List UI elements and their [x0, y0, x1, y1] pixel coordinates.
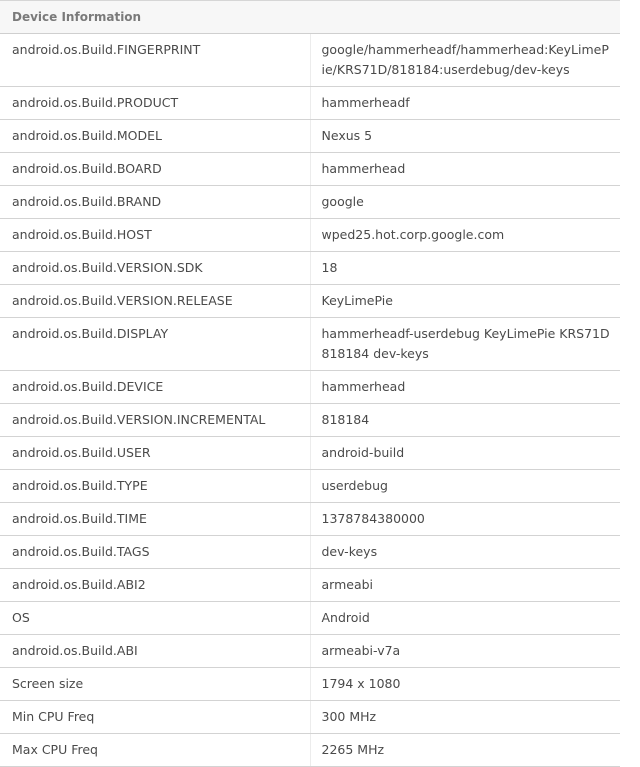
- table-row: [0, 569, 620, 602]
- row-value: 1378784380000: [310, 503, 620, 536]
- table-row: [0, 285, 620, 318]
- row-value: 1794 x 1080: [310, 668, 620, 701]
- row-value: userdebug: [310, 470, 620, 503]
- row-value: wped25.hot.corp.google.com: [310, 219, 620, 252]
- row-value: google: [310, 186, 620, 219]
- row-key: android.os.Build.VERSION.SDK: [0, 252, 310, 285]
- table-row: [0, 635, 620, 668]
- table-row: [0, 437, 620, 470]
- row-key: android.os.Build.TAGS: [0, 536, 310, 569]
- row-value: hammerhead: [310, 371, 620, 404]
- row-value: hammerhead: [310, 153, 620, 186]
- row-key: Min CPU Freq: [0, 701, 310, 734]
- row-key: android.os.Build.TYPE: [0, 470, 310, 503]
- table-row: [0, 404, 620, 437]
- row-key: android.os.Build.VERSION.INCREMENTAL: [0, 404, 310, 437]
- row-key: android.os.Build.ABI: [0, 635, 310, 668]
- table-row: [0, 219, 620, 252]
- row-value: hammerheadf-userdebug KeyLimePie KRS71D 818184 dev-keys: [310, 318, 620, 371]
- table-row: [0, 120, 620, 153]
- table-row: [0, 668, 620, 701]
- row-key: android.os.Build.DISPLAY: [0, 318, 310, 371]
- row-key: android.os.Build.VERSION.RELEASE: [0, 285, 310, 318]
- row-value: 18: [310, 252, 620, 285]
- row-value: armeabi: [310, 569, 620, 602]
- row-key: android.os.Build.USER: [0, 437, 310, 470]
- row-key: Max CPU Freq: [0, 734, 310, 767]
- table-row: [0, 371, 620, 404]
- row-value: 300 MHz: [310, 701, 620, 734]
- row-value: Nexus 5: [310, 120, 620, 153]
- row-value: armeabi-v7a: [310, 635, 620, 668]
- table-row: [0, 602, 620, 635]
- table-row: [0, 153, 620, 186]
- row-key: Screen size: [0, 668, 310, 701]
- table-header-row: [0, 1, 620, 34]
- row-value: android-build: [310, 437, 620, 470]
- row-key: android.os.Build.DEVICE: [0, 371, 310, 404]
- row-key: android.os.Build.PRODUCT: [0, 87, 310, 120]
- row-key: android.os.Build.MODEL: [0, 120, 310, 153]
- row-value: google/hammerheadf/hammerhead:KeyLimePie/KRS71D/818184:userdebug/dev-keys: [310, 34, 620, 87]
- table-row: [0, 503, 620, 536]
- table-row: [0, 701, 620, 734]
- row-key: android.os.Build.FINGERPRINT: [0, 34, 310, 87]
- row-value: 818184: [310, 404, 620, 437]
- row-value: 2265 MHz: [310, 734, 620, 767]
- table-row: [0, 536, 620, 569]
- table-body: [0, 34, 620, 767]
- row-key: android.os.Build.ABI2: [0, 569, 310, 602]
- table-row: [0, 252, 620, 285]
- table-row: [0, 734, 620, 767]
- row-value: KeyLimePie: [310, 285, 620, 318]
- row-value: hammerheadf: [310, 87, 620, 120]
- table-row: [0, 470, 620, 503]
- table-row: [0, 34, 620, 87]
- row-value: Android: [310, 602, 620, 635]
- row-key: android.os.Build.HOST: [0, 219, 310, 252]
- row-key: OS: [0, 602, 310, 635]
- table-row: [0, 318, 620, 371]
- table-row: [0, 87, 620, 120]
- row-value: dev-keys: [310, 536, 620, 569]
- row-key: android.os.Build.TIME: [0, 503, 310, 536]
- table-title: Device Information: [0, 1, 620, 34]
- table-row: [0, 186, 620, 219]
- row-key: android.os.Build.BRAND: [0, 186, 310, 219]
- row-key: android.os.Build.BOARD: [0, 153, 310, 186]
